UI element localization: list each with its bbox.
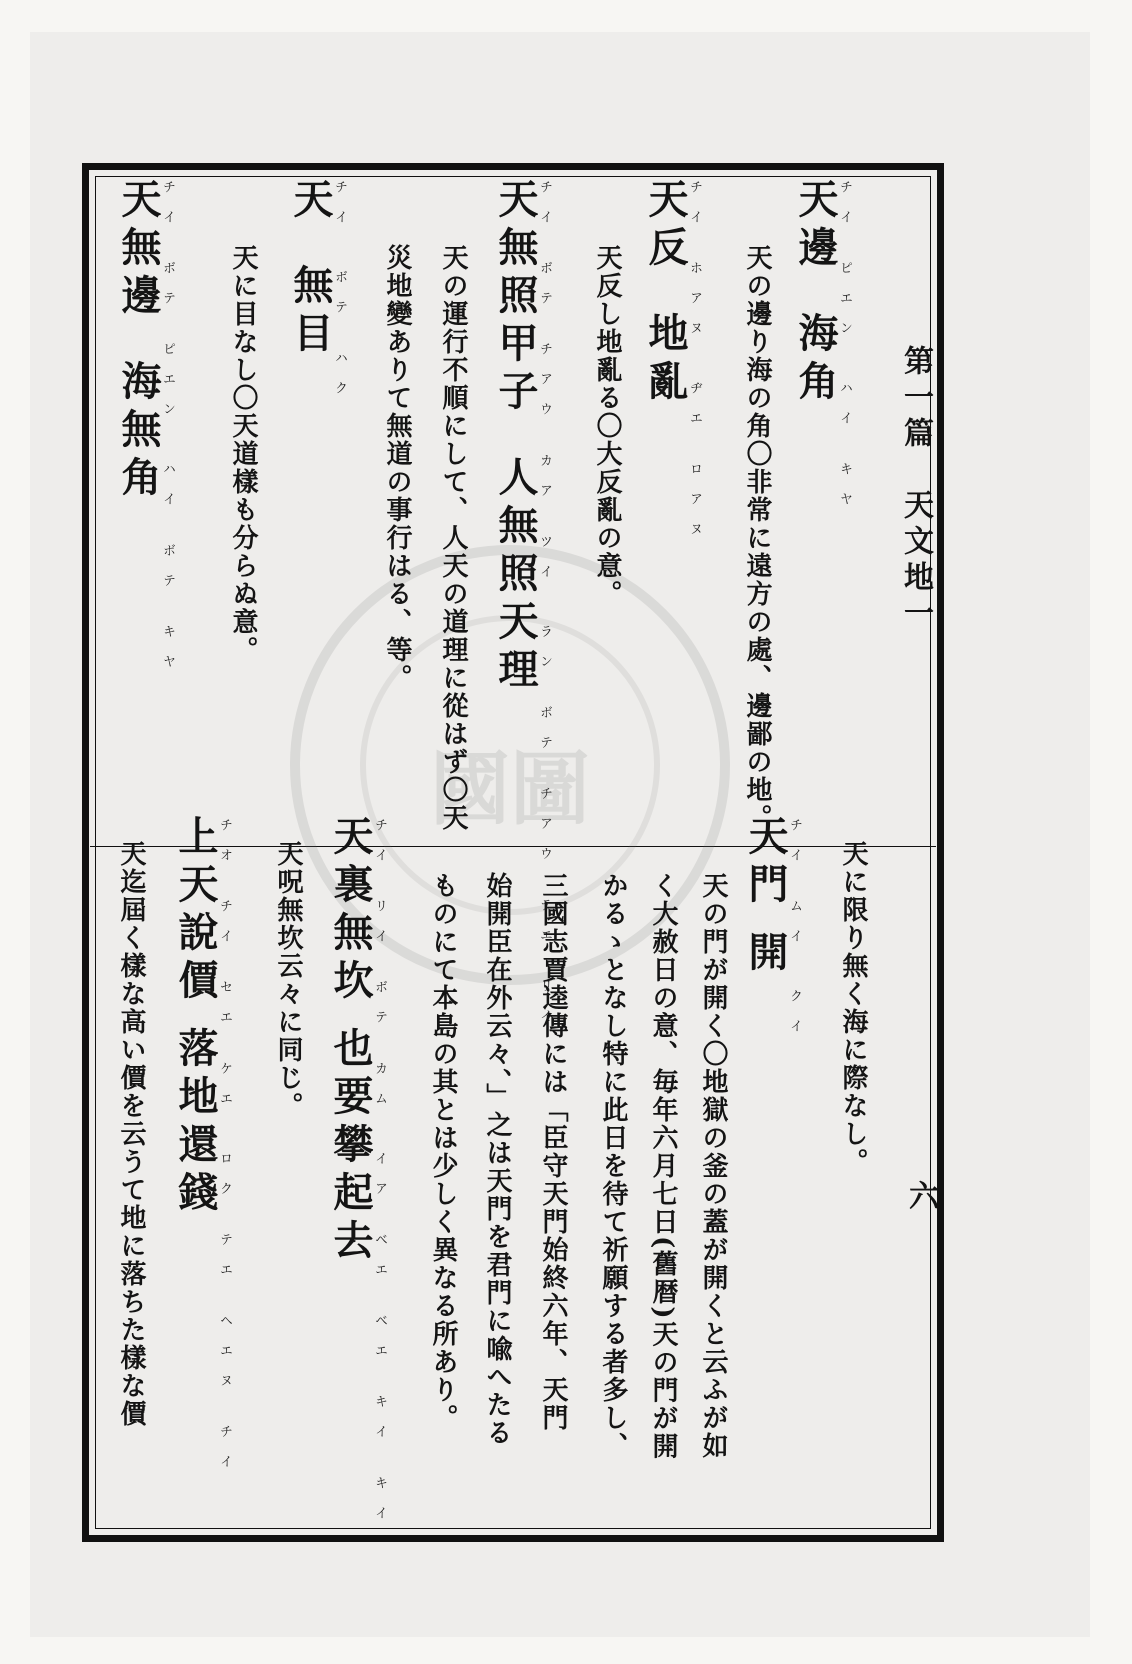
entry-definition-cont: 天に限り無く海に際なし。 — [838, 840, 868, 1176]
entry-definition: 天の邊り海の角〇非常に遠方の處、邊鄙の地。 — [742, 244, 772, 832]
running-head: 第一篇 天文地一 — [898, 345, 933, 633]
entry-definition: 天の門が開く〇地獄の釜の蓋が開くと云ふが如 — [698, 872, 728, 1460]
entry-definition-cont: ものにて本島の其とは少しく異なる所あり。 — [428, 872, 458, 1432]
entry-reading: チイ ムイ クイ — [787, 818, 802, 1050]
entry-heading: 天反地亂 — [642, 178, 689, 408]
entry-definition-cont: かるゝとなし特に此日を待て祈願する者多し、 — [598, 872, 628, 1460]
entry-reading: チイ ボテ ピエン ハイ ボテ キヤ — [160, 180, 175, 685]
entry-reading: チイ リイ ボテ カム イア ベエ ベエ キイ キイ — [372, 818, 387, 1536]
entry-definition-cont: 始開臣在外云々、」之は天門を君門に喩へたる — [482, 872, 512, 1447]
entry-heading: 天無照甲子人無照天理 — [492, 178, 539, 696]
entry-definition-cont: 三國志賈逵傳には「臣守天門始終六年、天門 — [538, 872, 568, 1432]
entry-heading: 上天說價落地還錢 — [172, 815, 219, 1219]
library-stamp: 國圖 — [290, 545, 730, 985]
entry-heading: 天邊海角 — [792, 178, 839, 408]
entry-heading: 天無邊海無角 — [115, 178, 162, 504]
entry-definition: 天の運行不順にして、人天の道理に從はず〇天 — [438, 244, 468, 832]
entry-reading: チイ ボテ チアウ カア ツイ ラン ボテ チアウ テエ リイ — [537, 180, 552, 1040]
entry-reading: チイ ボテ ハク — [332, 180, 347, 412]
entry-heading: 天門開 — [742, 815, 789, 979]
entry-definition: 天迄屆く樣な高い價を云うて地に落ちた樣な價 — [116, 840, 146, 1428]
entry-reading: チイ ピエン ハイ キヤ — [837, 180, 852, 523]
entry-heading: 天裏無坎也要攀起去 — [327, 815, 374, 1267]
entry-definition: 天呪無坎云々に同じ。 — [273, 840, 303, 1120]
entry-reading: チイ ホアヌ ヂエ ロアヌ — [687, 180, 702, 553]
entry-reading: チオ チイ セエ ケエ ロク テエ ヘエヌ チイ — [217, 818, 232, 1485]
entry-definition-cont: 災地變ありて無道の事行はる、等。 — [382, 244, 412, 692]
entry-definition: 天に目なし〇天道樣も分らぬ意。 — [228, 244, 258, 664]
entry-definition: 天反し地亂る〇大反亂の意。 — [592, 244, 622, 608]
entry-heading: 天無目 — [287, 178, 334, 360]
entry-definition-cont: く大赦日の意、毎年六月七日(舊暦)天の門が開 — [648, 872, 678, 1461]
page-number: 六 — [903, 1180, 938, 1210]
